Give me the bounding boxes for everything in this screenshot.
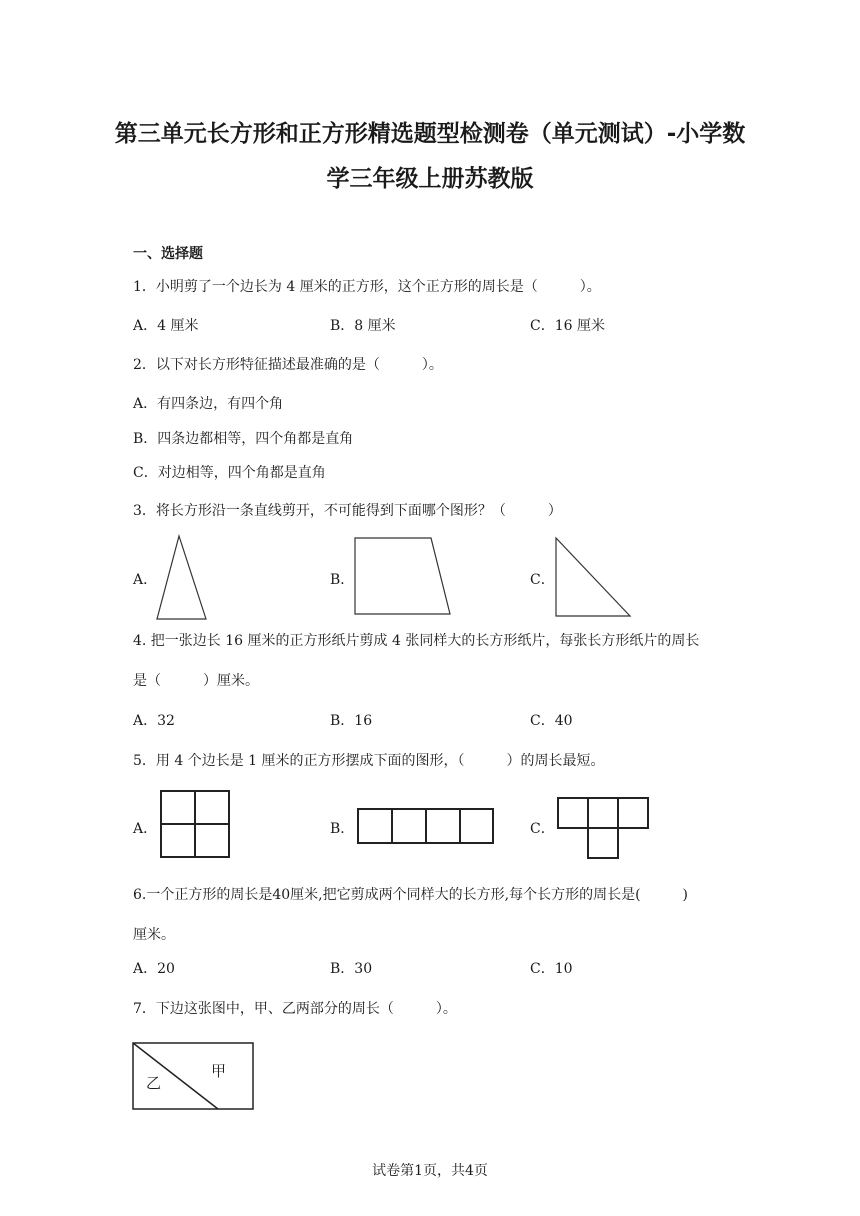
- question-1-option-a: A．4 厘米: [133, 318, 199, 334]
- question-4-option-b: B．16: [330, 713, 373, 729]
- trapezoid-figure: [350, 535, 455, 620]
- question-6-text-line1: 6.一个正方形的周长是40厘米,把它剪成两个同样大的长方形,每个长方形的周长是( ): [133, 887, 688, 903]
- question-5-option-a: A．: [133, 821, 158, 837]
- question-2-text: 2．以下对长方形特征描述最准确的是（ ）。: [133, 357, 443, 373]
- question-6-option-a: A．20: [133, 961, 175, 977]
- question-4-text-line2: 是（ ）厘米。: [133, 673, 259, 689]
- question-2-option-c: C．对边相等，四个角都是直角: [133, 465, 326, 481]
- question-3-option-a: A．: [133, 572, 158, 588]
- question-2-option-b: B．四条边都相等，四个角都是直角: [133, 431, 354, 447]
- question-1-text: 1．小明剪了一个边长为 4 厘米的正方形，这个正方形的周长是（ ）。: [133, 279, 601, 295]
- page-title-line2: 学三年级上册苏教版: [326, 166, 534, 192]
- square-row-figure: [355, 806, 497, 846]
- question-1-option-c: C．16 厘米: [530, 318, 605, 334]
- triangle-figure: [150, 533, 210, 623]
- question-6-option-b: B．30: [330, 961, 373, 977]
- question-6-text-line2: 厘米。: [133, 927, 175, 943]
- figure-label-yi: 乙: [146, 1074, 162, 1092]
- question-2-option-a: A．有四条边，有四个角: [133, 396, 284, 412]
- question-4-option-c: C．40: [530, 713, 573, 729]
- question-3-option-c: C．: [530, 572, 555, 588]
- question-4-text-line1: 4. 把一张边长 16 厘米的正方形纸片剪成 4 张同样大的长方形纸片，每张长方形纸片的周长: [133, 633, 700, 649]
- page-title-line1: 第三单元长方形和正方形精选题型检测卷（单元测试）-小学数: [114, 121, 746, 147]
- question-4-option-a: A．32: [133, 713, 175, 729]
- question-6-option-c: C．10: [530, 961, 573, 977]
- question-5-option-c: C．: [530, 821, 555, 837]
- question-5-option-b: B．: [330, 821, 355, 837]
- question-3-text: 3．将长方形沿一条直线剪开，不可能得到下面哪个图形？（ ）: [133, 503, 562, 519]
- section-heading-choice: 一、选择题: [133, 246, 203, 262]
- t-shape-figure: [555, 795, 653, 861]
- right-triangle-figure: [550, 535, 635, 620]
- question-7-text: 7．下边这张图中，甲、乙两部分的周长（ ）。: [133, 1001, 457, 1017]
- question-3-option-b: B．: [330, 572, 355, 588]
- question-1-option-b: B．8 厘米: [330, 318, 396, 334]
- figure-label-jia: 甲: [211, 1062, 227, 1080]
- question-5-text: 5．用 4 个边长是 1 厘米的正方形摆成下面的图形，（ ）的周长最短。: [133, 753, 605, 769]
- page-footer: 试卷第1页，共4页: [372, 1163, 488, 1179]
- square-2x2-figure: [158, 788, 234, 860]
